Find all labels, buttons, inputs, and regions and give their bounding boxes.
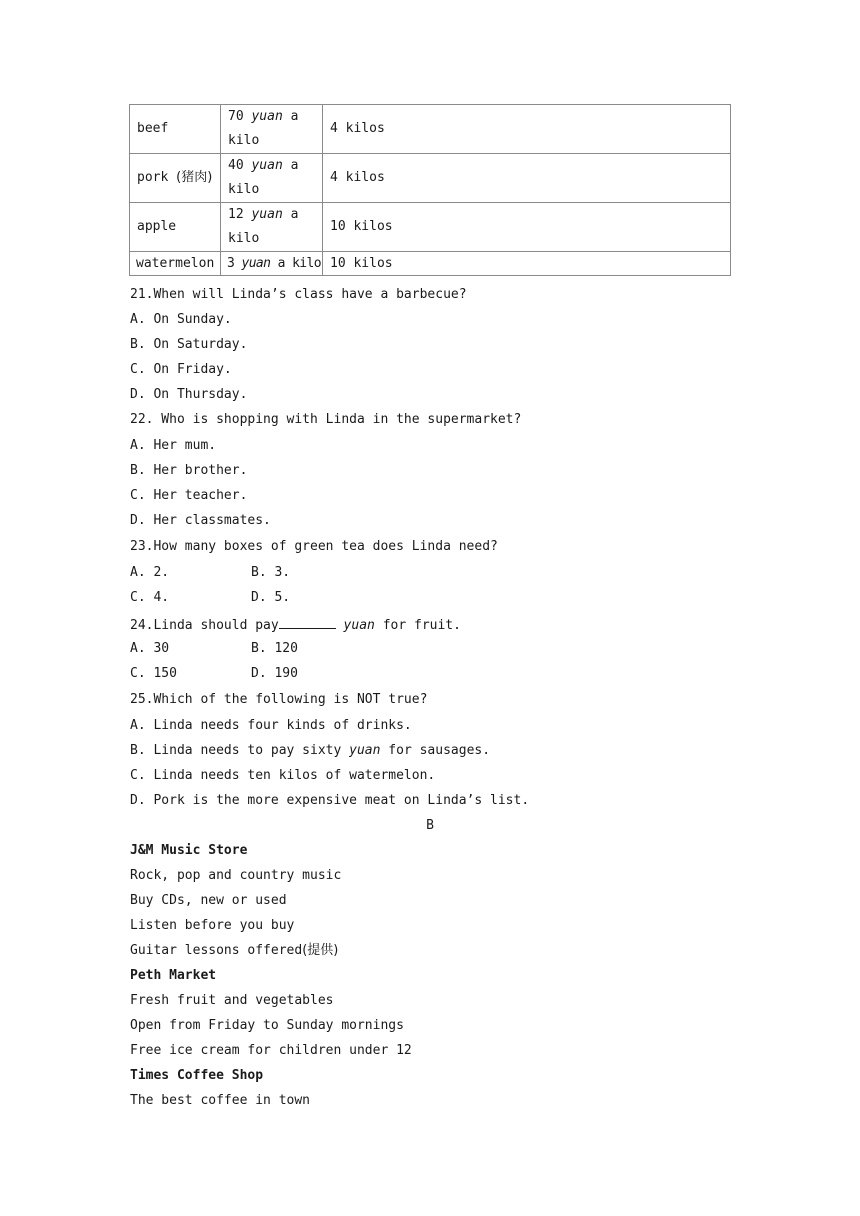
ad-line: Rock, pop and country music xyxy=(130,868,342,883)
quantity-cell: 10 kilos xyxy=(323,203,731,252)
quantity-cell: 10 kilos xyxy=(323,252,731,276)
option-a: A. 30 xyxy=(130,641,170,656)
ad-line: Free ice cream for children under 12 xyxy=(130,1043,412,1058)
question-25: 25.Which of the following is NOT true? xyxy=(130,692,428,707)
item-cell: beef xyxy=(130,105,221,154)
item-cell: watermelon xyxy=(130,252,221,276)
quantity-cell: 4 kilos xyxy=(323,105,731,154)
ad-line: Fresh fruit and vegetables xyxy=(130,993,334,1008)
item-cell: pork (猪肉) xyxy=(130,154,221,203)
ad-line: Buy CDs, new or used xyxy=(130,893,287,908)
answer-blank[interactable] xyxy=(279,616,336,629)
option-b: B. On Saturday. xyxy=(130,337,248,352)
price-cell: 70 yuan a kilo xyxy=(221,105,323,154)
ad-line: Open from Friday to Sunday mornings xyxy=(130,1018,404,1033)
question-21: 21.When will Linda’s class have a barbecue? xyxy=(130,287,467,302)
option-d: D. Her classmates. xyxy=(130,513,271,528)
price-cell: 12 yuan a kilo xyxy=(221,203,323,252)
quantity-cell: 4 kilos xyxy=(323,154,731,203)
option-c: C. On Friday. xyxy=(130,362,232,377)
question-24: 24.Linda should pay yuan for fruit. xyxy=(130,618,461,633)
option-a: A. On Sunday. xyxy=(130,312,232,327)
store-name: J&M Music Store xyxy=(130,843,248,858)
ad-line: Guitar lessons offered(提供) xyxy=(130,943,339,958)
option-a: A. 2. xyxy=(130,565,170,580)
option-c: C. 150 xyxy=(130,666,177,681)
store-name: Peth Market xyxy=(130,968,217,983)
question-22: 22. Who is shopping with Linda in the supermarket? xyxy=(130,412,522,427)
option-a: A. Linda needs four kinds of drinks. xyxy=(130,718,412,733)
table-row xyxy=(130,105,731,154)
table-row xyxy=(130,154,731,203)
store-name: Times Coffee Shop xyxy=(130,1068,264,1083)
shopping-list-table xyxy=(129,104,731,276)
table-row xyxy=(130,203,731,252)
table-row xyxy=(130,252,731,276)
option-d: D. Pork is the more expensive meat on Linda’s list. xyxy=(130,793,530,808)
ad-line: Listen before you buy xyxy=(130,918,295,933)
price-cell: 3 yuan a kilo xyxy=(221,252,323,276)
option-b: B. Linda needs to pay sixty yuan for sausages. xyxy=(130,743,491,758)
option-d: D. 190 xyxy=(251,666,298,681)
option-c: C. Linda needs ten kilos of watermelon. xyxy=(130,768,436,783)
option-c: C. Her teacher. xyxy=(130,488,248,503)
option-d: D. On Thursday. xyxy=(130,387,248,402)
option-b: B. Her brother. xyxy=(130,463,248,478)
option-c: C. 4. xyxy=(130,590,170,605)
question-23: 23.How many boxes of green tea does Linda need? xyxy=(130,539,498,554)
item-cell: apple xyxy=(130,203,221,252)
ad-line: The best coffee in town xyxy=(130,1093,311,1108)
option-d: D. 5. xyxy=(251,590,291,605)
option-a: A. Her mum. xyxy=(130,438,217,453)
option-b: B. 3. xyxy=(251,565,291,580)
price-cell: 40 yuan a kilo xyxy=(221,154,323,203)
section-heading: B xyxy=(426,818,434,833)
option-b: B. 120 xyxy=(251,641,298,656)
